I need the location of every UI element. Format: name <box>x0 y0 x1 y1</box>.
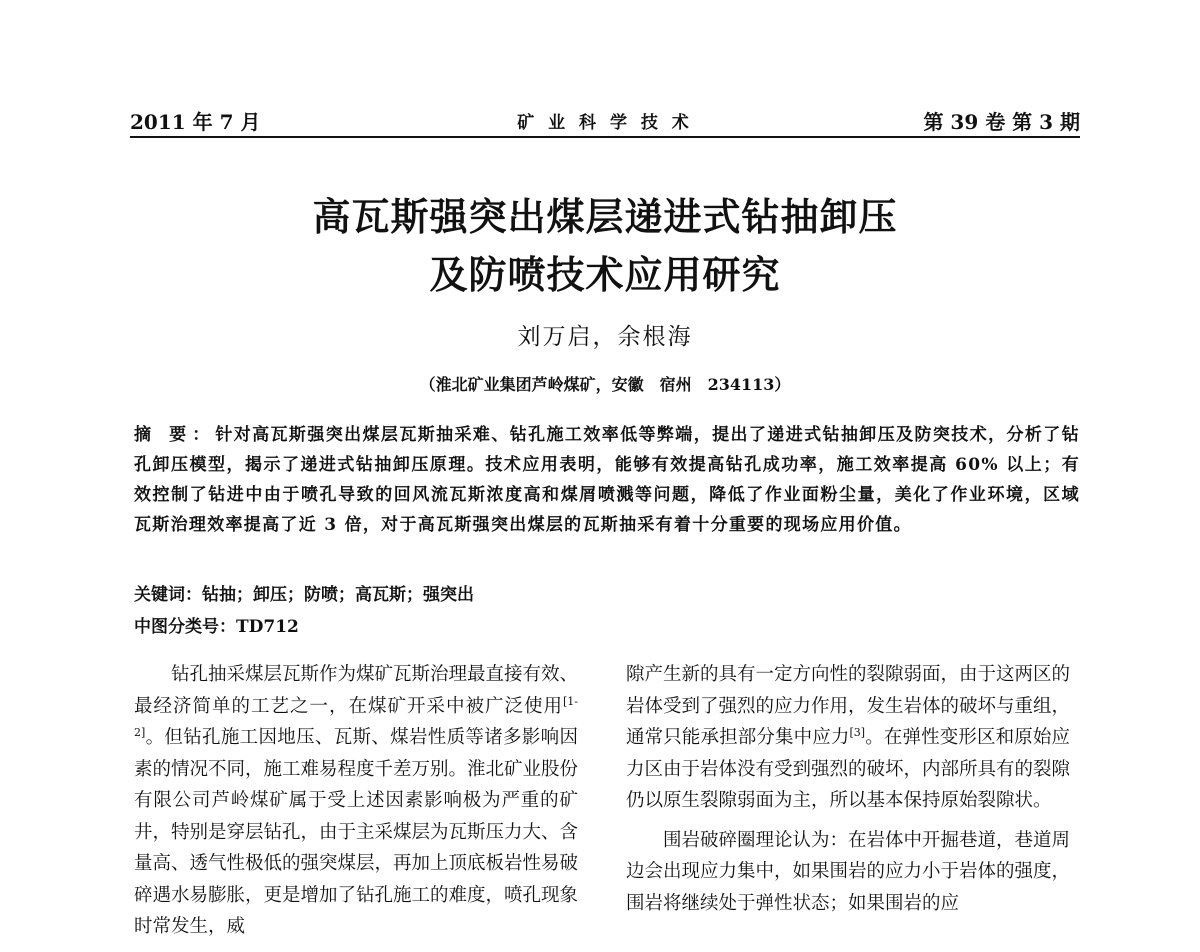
body-paragraph: 围岩破碎圈理论认为：在岩体中开掘巷道，巷道周边会出现应力集中，如果围岩的应力小于岩体的强度，围岩将继续处于弹性状态；如果围岩的应 <box>626 829 1071 914</box>
title-line-1: 高瓦斯强突出煤层递进式钻抽卸压 <box>312 194 898 239</box>
citation-ref: [3] <box>849 725 866 739</box>
running-header <box>130 104 1080 138</box>
classification-number: 中图分类号：TD712 <box>134 617 299 637</box>
paper-title <box>130 188 1080 304</box>
title-line-2: 及防喷技术应用研究 <box>429 252 781 297</box>
abstract-label: 摘 要： <box>134 425 216 445</box>
body-paragraph <box>134 659 578 943</box>
body-column-left <box>134 659 578 943</box>
affiliation: （淮北矿业集团芦岭煤矿，安徽 宿州 234113） <box>419 375 791 394</box>
authors: 刘万启，余根海 <box>517 324 693 350</box>
header-issue: 第 39 卷 第 3 期 <box>923 110 1080 134</box>
body-text: 。但钻孔施工因地压、瓦斯、煤岩性质等诸多影响因素的情况不同，施工难易程度千差万别。淮北矿业股份有限公司芦岭煤矿属于受上述因素影响极为严重的矿井，特别是穿层钻孔，由于主采煤层为瓦斯压力大、含量高、透气性极低的强突煤层，再加上顶底板岩性易破碎遇水易膨胀，更是增加了钻孔施工的难度，喷孔现象时常发生，威 <box>134 727 579 937</box>
body-column-right <box>626 659 1070 919</box>
keywords: 关键词：钻抽；卸压；防喷；高瓦斯；强突出 <box>134 585 474 605</box>
body-text: 。在弹性变形区和原始应力区由于岩体没有受到强烈的破坏，内部所具有的裂隙仍以原生裂隙弱面为主，所以基本保持原始裂隙状。 <box>626 727 1071 811</box>
abstract <box>134 420 1080 540</box>
header-journal-name: 矿 业 科 学 技 术 <box>517 113 693 133</box>
body-text: 隙产生新的具有一定方向性的裂隙弱面，由于这两区的岩体受到了强烈的应力作用，发生岩体的破坏与重组，通常只能承担部分集中应力 <box>626 664 1071 748</box>
body-paragraph <box>626 659 1070 817</box>
abstract-text: 针对高瓦斯强突出煤层瓦斯抽采难、钻孔施工效率低等弊端，提出了递进式钻抽卸压及防突技术，分析了钻孔卸压模型，揭示了递进式钻抽卸压原理。技术应用表明，能够有效提高钻孔成功率，施工效率提高 60% 以上；有效控制了钻进中由于喷孔导致的回风流瓦斯浓度高和煤屑喷溅等问题，降低了作业面粉尘量，美化了作业环境，区域瓦斯治理效率提高了近 3 倍，对于高瓦斯强突出煤层的瓦斯抽采有着十分重要的现场应用价值。 <box>134 425 1080 535</box>
header-date: 2011 年 7 月 <box>130 110 261 134</box>
citation-ref: [1-2] <box>134 694 578 739</box>
body-text: 钻孔抽采煤层瓦斯作为煤矿瓦斯治理最直接有效、最经济简单的工艺之一，在煤矿开采中被广泛使用 <box>134 664 579 717</box>
